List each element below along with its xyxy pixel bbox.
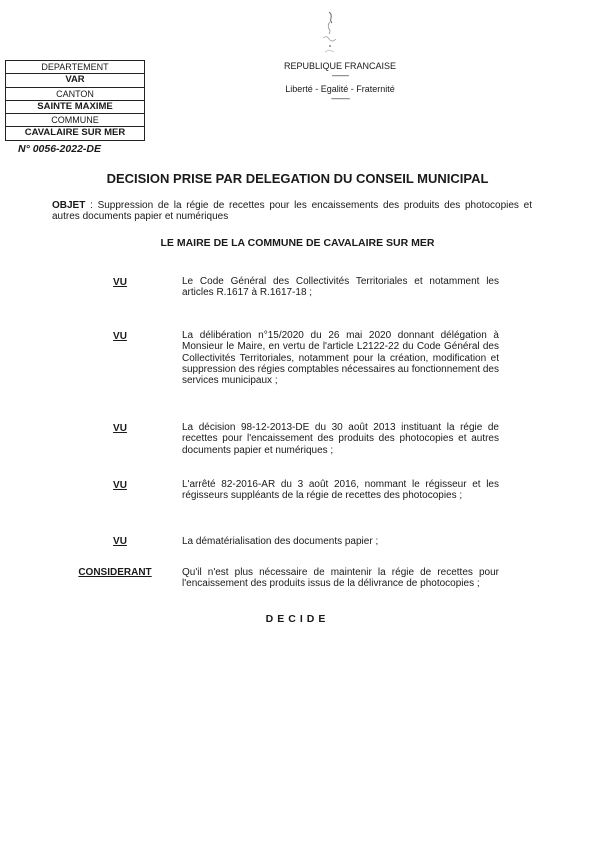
page-title: DECISION PRISE PAR DELEGATION DU CONSEIL MUNICIPAL (106, 171, 489, 186)
vu-label: VU (113, 480, 127, 491)
maire-heading: LE MAIRE DE LA COMMUNE DE CAVALAIRE SUR MER (160, 237, 435, 249)
marianne-emblem-icon (313, 8, 347, 58)
vu-label: VU (113, 331, 127, 342)
objet-text: : Suppression de la régie de recettes pour les encaissements des produits des photocopies et autres documents papier et numériques (52, 200, 532, 222)
republic-title: REPUBLIQUE FRANCAISE (283, 61, 397, 71)
vu-text: La délibération n°15/2020 du 26 mai 2020 donnant délégation à Monsieur le Maire, en vertu de l'article L2122-22 du Code Général des Collectivités Territoriales, notamment pour la création, modification et suppression des régies comptables nécessaires au fonctionnement des services municipaux ; (182, 330, 499, 387)
admin-row-departement: DEPARTEMENT (6, 61, 144, 74)
vu-label: VU (113, 536, 127, 547)
admin-row-var: VAR (6, 74, 144, 87)
republic-header (265, 61, 415, 103)
vu-text: La dématérialisation des documents papier ; (182, 536, 379, 547)
vu-text: Le Code Général des Collectivités Territoriales et notamment les articles R.1617 à R.1617-18 ; (182, 276, 499, 299)
objet-label: OBJET (52, 200, 86, 211)
considerant-label: CONSIDERANT (78, 567, 152, 578)
objet-paragraph (52, 200, 532, 222)
vu-label: VU (113, 277, 127, 288)
vu-label: VU (113, 423, 127, 434)
vu-text: L'arrêté 82-2016-AR du 3 août 2016, nommant le régisseur et les régisseurs suppléants de la régie de recettes des photocopies ; (182, 479, 499, 502)
admin-row-sainte-maxime: SAINTE MAXIME (6, 101, 144, 114)
admin-row-canton: CANTON (6, 88, 144, 101)
decide-heading: DECIDE (265, 613, 330, 625)
separator-2: ----------- (330, 94, 350, 103)
administrative-box (5, 60, 145, 141)
considerant-text: Qu'il n'est plus nécessaire de maintenir la régie de recettes pour l'encaissement des produits issus de la délivrance de photocopies ; (182, 567, 499, 590)
separator: ---------- (331, 71, 349, 80)
admin-row-commune: COMMUNE (6, 114, 144, 127)
motto: Liberté - Egalité - Fraternité (285, 84, 395, 94)
decision-number: N° 0056-2022-DE (18, 143, 101, 155)
admin-row-cavalaire: CAVALAIRE SUR MER (24, 127, 126, 139)
vu-text: La décision 98-12-2013-DE du 30 août 2013 instituant la régie de recettes pour l'encaissement des produits des photocopies et autres documents papier et numériques ; (182, 422, 499, 456)
